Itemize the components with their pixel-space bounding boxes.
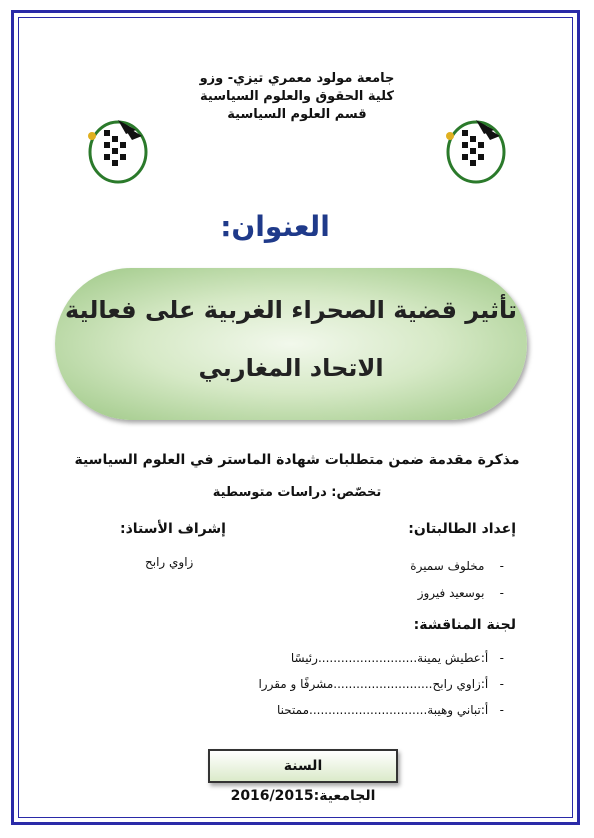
student-name: مخلوف سميرة	[410, 559, 485, 573]
jury-dots: ..........................	[317, 651, 418, 665]
students-label: إعداد الطالبتان:	[408, 521, 516, 537]
department-name: قسم العلوم السياسية	[227, 107, 367, 122]
jury-member-role: مشرفًا و مقررا	[258, 677, 334, 691]
jury-member-role: رئيسًا	[290, 651, 318, 665]
student-item	[364, 555, 504, 574]
memo-statement: مذكرة مقدمة ضمن متطلبات شهادة الماستر في العلوم السياسية	[74, 452, 520, 468]
faculty-name: كلية الحقوق والعلوم السياسية	[200, 89, 394, 104]
jury-member-name: أ:زاوي رابح	[432, 677, 489, 691]
list-dash: -	[484, 586, 504, 600]
thesis-title-line2: الاتحاد المغاربي	[198, 354, 384, 382]
jury-member-role: ممتحنا	[277, 703, 310, 717]
thesis-title-box	[55, 268, 527, 420]
title-label: العنوان:	[220, 210, 330, 243]
list-dash: -	[488, 677, 504, 691]
supervisor-label: إشراف الأستاذ:	[120, 521, 226, 537]
specialty: تخصّص: دراسات متوسطية	[212, 485, 382, 500]
jury-member-row	[84, 651, 504, 665]
jury-member-row	[84, 703, 504, 717]
academic-year: السنة الجامعية:2016/2015	[208, 749, 398, 783]
supervisor-name: زاوي رابح	[145, 555, 194, 569]
student-item	[364, 582, 504, 601]
jury-label: لجنة المناقشة:	[413, 617, 516, 633]
list-dash: -	[488, 651, 504, 665]
jury-member-row	[84, 677, 504, 691]
list-dash: -	[488, 703, 504, 717]
jury-member-name: أ:عطيش يمينة	[417, 651, 489, 665]
jury-dots: ...............................	[309, 703, 428, 717]
university-name: جامعة مولود معمري تيزي- وزو	[199, 71, 395, 86]
thesis-title-line1: تأثير قضية الصحراء الغربية على فعالية	[64, 296, 518, 324]
list-dash: -	[484, 559, 504, 573]
student-name: بوسعيد فيروز	[417, 586, 485, 600]
jury-dots: ..........................	[333, 677, 433, 691]
jury-member-name: أ:تباني وهيبة	[427, 703, 489, 717]
